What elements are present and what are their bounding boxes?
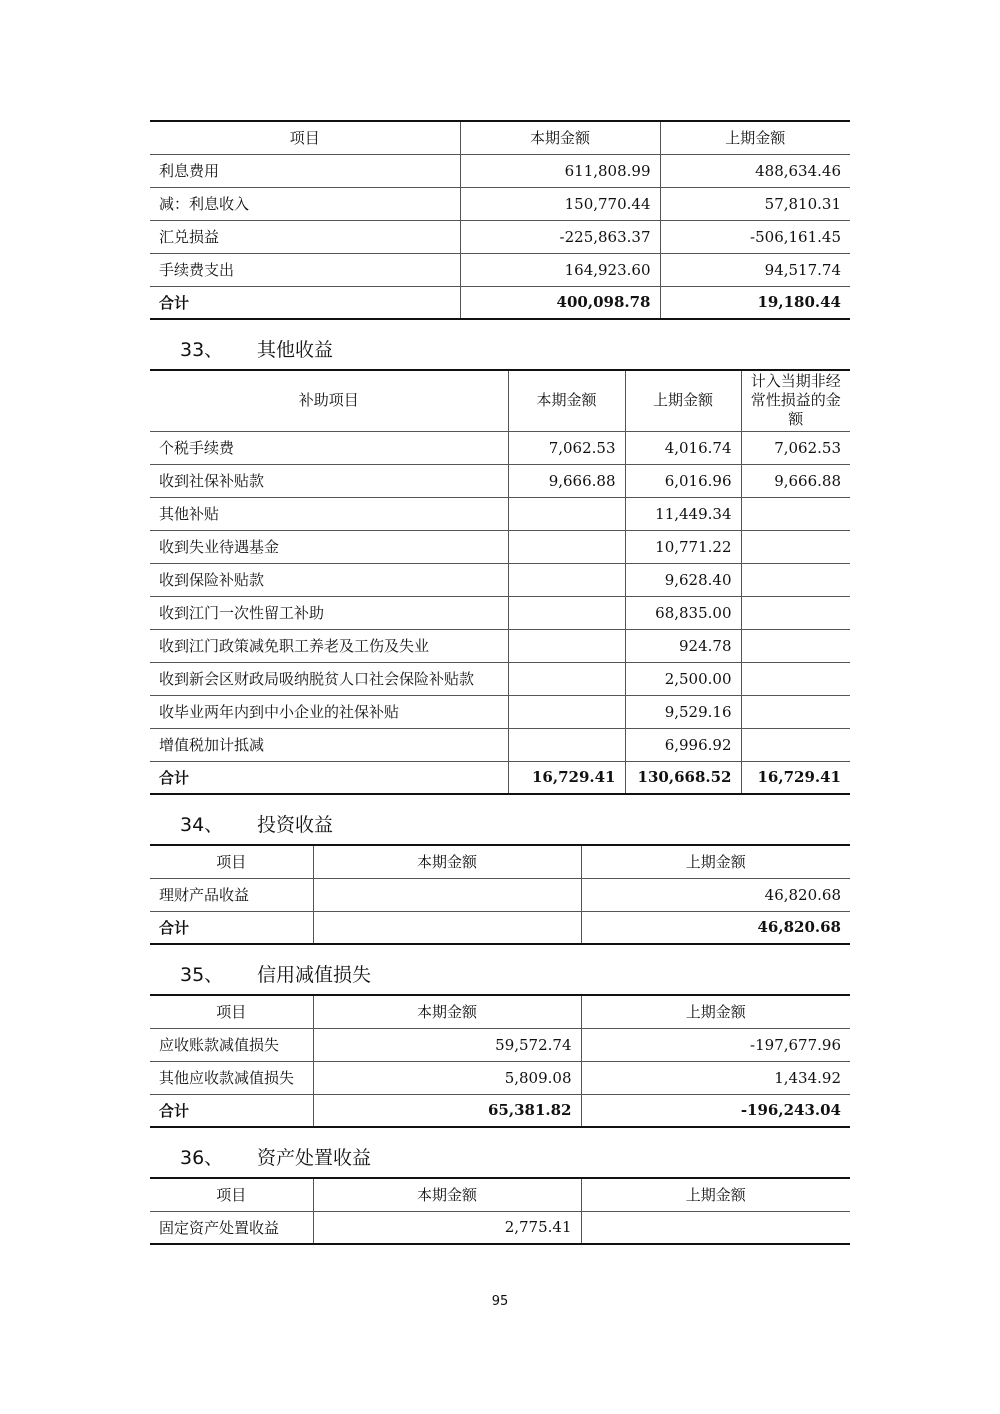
total-row [150, 1094, 850, 1127]
previous-amount: 1,434.92 [581, 1061, 850, 1094]
row-label: 理财产品收益 [150, 878, 313, 911]
previous-amount: 68,835.00 [625, 596, 741, 629]
section-number: 34、 [180, 814, 224, 836]
asset-disposal-table [150, 1177, 850, 1245]
previous-amount: 10,771.22 [625, 530, 741, 563]
previous-amount: 488,634.46 [660, 154, 850, 187]
total-previous: 130,668.52 [625, 761, 741, 794]
table-row [150, 596, 850, 629]
total-label: 合计 [150, 286, 460, 319]
table-row [150, 530, 850, 563]
table-row [150, 253, 850, 286]
section-title: 信用减值损失 [257, 964, 372, 986]
previous-amount: 46,820.68 [581, 878, 850, 911]
row-label: 固定资产处置收益 [150, 1211, 313, 1244]
total-current [313, 911, 581, 944]
current-amount [508, 563, 625, 596]
current-amount: 2,775.41 [313, 1211, 581, 1244]
current-amount [508, 497, 625, 530]
total-current: 16,729.41 [508, 761, 625, 794]
current-amount [508, 596, 625, 629]
previous-amount: 924.78 [625, 629, 741, 662]
previous-amount: -197,677.96 [581, 1028, 850, 1061]
row-label: 应收账款减值损失 [150, 1028, 313, 1061]
row-label: 收到江门一次性留工补助 [150, 596, 508, 629]
table-row [150, 728, 850, 761]
section-title: 资产处置收益 [257, 1147, 372, 1169]
row-label: 其他应收款减值损失 [150, 1061, 313, 1094]
previous-amount: 57,810.31 [660, 187, 850, 220]
previous-amount: 11,449.34 [625, 497, 741, 530]
header-item: 补助项目 [150, 370, 508, 431]
row-label: 收到新会区财政局吸纳脱贫人口社会保险补贴款 [150, 662, 508, 695]
current-amount [508, 530, 625, 563]
table-row [150, 629, 850, 662]
section-heading-36 [150, 1133, 850, 1173]
current-amount [508, 629, 625, 662]
table-row [150, 464, 850, 497]
row-label: 汇兑损益 [150, 220, 460, 253]
table-row [150, 695, 850, 728]
nonrecurring-amount [741, 629, 850, 662]
header-previous: 上期金额 [625, 370, 741, 431]
header-previous: 上期金额 [581, 845, 850, 878]
header-previous: 上期金额 [581, 995, 850, 1028]
total-row [150, 761, 850, 794]
previous-amount: 94,517.74 [660, 253, 850, 286]
current-amount: 7,062.53 [508, 431, 625, 464]
table-row [150, 662, 850, 695]
financial-expenses-table [150, 120, 850, 320]
current-amount: 150,770.44 [460, 187, 660, 220]
table-header-row [150, 995, 850, 1028]
total-current: 65,381.82 [313, 1094, 581, 1127]
row-label: 收到社保补贴款 [150, 464, 508, 497]
table-header-row [150, 370, 850, 431]
table-row [150, 497, 850, 530]
previous-amount: 9,628.40 [625, 563, 741, 596]
table-row [150, 431, 850, 464]
row-label: 其他补贴 [150, 497, 508, 530]
previous-amount: 6,016.96 [625, 464, 741, 497]
nonrecurring-amount [741, 596, 850, 629]
header-current: 本期金额 [460, 121, 660, 154]
header-current: 本期金额 [313, 1178, 581, 1211]
nonrecurring-amount [741, 530, 850, 563]
row-label: 个税手续费 [150, 431, 508, 464]
other-income-table [150, 369, 850, 795]
previous-amount: 9,529.16 [625, 695, 741, 728]
current-amount: 59,572.74 [313, 1028, 581, 1061]
nonrecurring-amount [741, 563, 850, 596]
total-row [150, 286, 850, 319]
header-previous: 上期金额 [660, 121, 850, 154]
header-previous: 上期金额 [581, 1178, 850, 1211]
current-amount: -225,863.37 [460, 220, 660, 253]
current-amount [508, 728, 625, 761]
table-row [150, 187, 850, 220]
total-previous: 46,820.68 [581, 911, 850, 944]
table-header-row [150, 1178, 850, 1211]
header-item: 项目 [150, 845, 313, 878]
nonrecurring-amount: 9,666.88 [741, 464, 850, 497]
total-current: 400,098.78 [460, 286, 660, 319]
nonrecurring-amount [741, 728, 850, 761]
previous-amount [581, 1211, 850, 1244]
header-item: 项目 [150, 995, 313, 1028]
page-number: 95 [491, 1294, 509, 1309]
current-amount: 9,666.88 [508, 464, 625, 497]
table-header-row [150, 845, 850, 878]
section-title: 其他收益 [257, 339, 334, 361]
previous-amount: -506,161.45 [660, 220, 850, 253]
previous-amount: 6,996.92 [625, 728, 741, 761]
table-row [150, 1061, 850, 1094]
current-amount: 164,923.60 [460, 253, 660, 286]
table-row [150, 154, 850, 187]
section-title: 投资收益 [257, 814, 334, 836]
table-row [150, 220, 850, 253]
total-previous: 19,180.44 [660, 286, 850, 319]
investment-income-table [150, 844, 850, 945]
row-label: 收到保险补贴款 [150, 563, 508, 596]
current-amount [313, 878, 581, 911]
page-content [150, 120, 850, 1245]
section-heading-35 [150, 950, 850, 990]
section-heading-34 [150, 800, 850, 840]
row-label: 利息费用 [150, 154, 460, 187]
table-header-row [150, 121, 850, 154]
previous-amount: 4,016.74 [625, 431, 741, 464]
section-number: 35、 [180, 964, 224, 986]
section-number: 33、 [180, 339, 224, 361]
current-amount: 611,808.99 [460, 154, 660, 187]
header-current: 本期金额 [313, 995, 581, 1028]
total-label: 合计 [150, 1094, 313, 1127]
header-item: 项目 [150, 121, 460, 154]
nonrecurring-amount [741, 497, 850, 530]
total-label: 合计 [150, 761, 508, 794]
table-row [150, 878, 850, 911]
header-current: 本期金额 [313, 845, 581, 878]
table-row [150, 1028, 850, 1061]
row-label: 收到失业待遇基金 [150, 530, 508, 563]
nonrecurring-amount: 7,062.53 [741, 431, 850, 464]
table-row [150, 563, 850, 596]
row-label: 收到江门政策减免职工养老及工伤及失业 [150, 629, 508, 662]
current-amount [508, 662, 625, 695]
header-nonrecurring: 计入当期非经常性损益的金额 [741, 370, 850, 431]
total-nonrecurring: 16,729.41 [741, 761, 850, 794]
current-amount: 5,809.08 [313, 1061, 581, 1094]
total-label: 合计 [150, 911, 313, 944]
previous-amount: 2,500.00 [625, 662, 741, 695]
header-current: 本期金额 [508, 370, 625, 431]
header-item: 项目 [150, 1178, 313, 1211]
row-label: 收毕业两年内到中小企业的社保补贴 [150, 695, 508, 728]
total-previous: -196,243.04 [581, 1094, 850, 1127]
row-label: 增值税加计抵减 [150, 728, 508, 761]
total-row [150, 911, 850, 944]
current-amount [508, 695, 625, 728]
credit-impairment-table [150, 994, 850, 1128]
nonrecurring-amount [741, 662, 850, 695]
section-heading-33 [150, 325, 850, 365]
row-label: 减：利息收入 [150, 187, 460, 220]
row-label: 手续费支出 [150, 253, 460, 286]
table-row [150, 1211, 850, 1244]
section-number: 36、 [180, 1147, 224, 1169]
nonrecurring-amount [741, 695, 850, 728]
